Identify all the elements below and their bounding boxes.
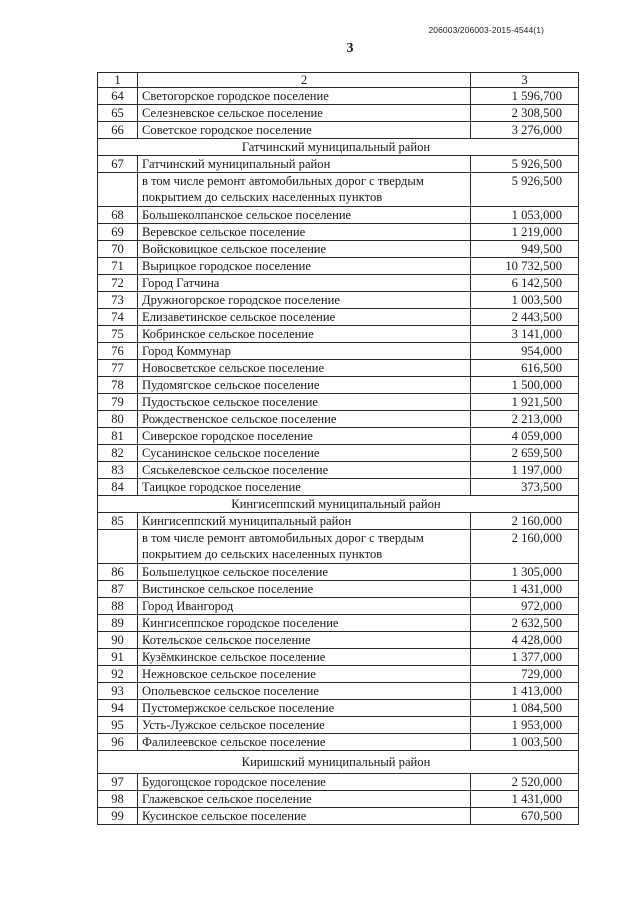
settlement-name: Вистинское сельское поселение bbox=[138, 581, 471, 598]
amount-value: 670,500 bbox=[471, 808, 579, 825]
settlement-name: Опольевское сельское поселение bbox=[138, 683, 471, 700]
district-title: Гатчинский муниципальный район bbox=[98, 139, 579, 156]
table-row bbox=[98, 88, 579, 105]
row-number: 70 bbox=[98, 241, 138, 258]
district-title: Киришский муниципальный район bbox=[98, 751, 579, 774]
row-number: 76 bbox=[98, 343, 138, 360]
row-number: 73 bbox=[98, 292, 138, 309]
row-number: 93 bbox=[98, 683, 138, 700]
document-id: 206003/206003-2015-4544(1) bbox=[428, 25, 544, 35]
table-row bbox=[98, 649, 579, 666]
amount-value: 3 141,000 bbox=[471, 326, 579, 343]
table-header-row bbox=[98, 73, 579, 88]
amount-value: 1 953,000 bbox=[471, 717, 579, 734]
amount-value: 2 308,500 bbox=[471, 105, 579, 122]
amount-value: 3 276,000 bbox=[471, 122, 579, 139]
table-row bbox=[98, 207, 579, 224]
row-number: 74 bbox=[98, 309, 138, 326]
column-header: 1 bbox=[98, 73, 138, 88]
amount-value: 616,500 bbox=[471, 360, 579, 377]
amount-value: 954,000 bbox=[471, 343, 579, 360]
table-row bbox=[98, 598, 579, 615]
table-row bbox=[98, 700, 579, 717]
table-row bbox=[98, 428, 579, 445]
subtotal-row bbox=[98, 173, 579, 207]
amount-value: 1 084,500 bbox=[471, 700, 579, 717]
amount-value: 1 003,500 bbox=[471, 292, 579, 309]
table-row bbox=[98, 632, 579, 649]
row-number: 67 bbox=[98, 156, 138, 173]
row-number: 72 bbox=[98, 275, 138, 292]
row-number: 91 bbox=[98, 649, 138, 666]
row-number: 92 bbox=[98, 666, 138, 683]
settlement-name: в том числе ремонт автомобильных дорог с твердым покрытием до сельских населенных пунктов bbox=[138, 173, 471, 207]
table-row bbox=[98, 258, 579, 275]
table-row bbox=[98, 717, 579, 734]
amount-value: 4 428,000 bbox=[471, 632, 579, 649]
settlement-name: Светогорское городское поселение bbox=[138, 88, 471, 105]
settlement-name: Кобринское сельское поселение bbox=[138, 326, 471, 343]
settlement-name: Фалилеевское сельское поселение bbox=[138, 734, 471, 751]
amount-value: 2 520,000 bbox=[471, 774, 579, 791]
column-header: 2 bbox=[138, 73, 471, 88]
row-number: 95 bbox=[98, 717, 138, 734]
table-row bbox=[98, 275, 579, 292]
settlement-name: Веревское сельское поселение bbox=[138, 224, 471, 241]
row-number: 80 bbox=[98, 411, 138, 428]
settlement-name: Сяськелевское сельское поселение bbox=[138, 462, 471, 479]
settlement-name: Усть-Лужское сельское поселение bbox=[138, 717, 471, 734]
row-number: 87 bbox=[98, 581, 138, 598]
settlement-name: Пустомержское сельское поселение bbox=[138, 700, 471, 717]
table-row bbox=[98, 479, 579, 496]
amount-value: 10 732,500 bbox=[471, 258, 579, 275]
row-number: 82 bbox=[98, 445, 138, 462]
amount-value: 2 632,500 bbox=[471, 615, 579, 632]
district-section-row bbox=[98, 751, 579, 774]
settlement-name: Советское городское поселение bbox=[138, 122, 471, 139]
settlement-name: Город Гатчина bbox=[138, 275, 471, 292]
amount-value: 1 377,000 bbox=[471, 649, 579, 666]
table-row bbox=[98, 326, 579, 343]
table-row bbox=[98, 309, 579, 326]
column-header: 3 bbox=[471, 73, 579, 88]
settlement-name: Большелуцкое сельское поселение bbox=[138, 564, 471, 581]
settlement-name: в том числе ремонт автомобильных дорог с твердым покрытием до сельских населенных пунктов bbox=[138, 530, 471, 564]
settlement-name: Сиверское городское поселение bbox=[138, 428, 471, 445]
table-row bbox=[98, 360, 579, 377]
settlement-name: Вырицкое городское поселение bbox=[138, 258, 471, 275]
settlement-name: Пудостьское сельское поселение bbox=[138, 394, 471, 411]
row-number: 77 bbox=[98, 360, 138, 377]
table-row bbox=[98, 394, 579, 411]
settlement-name: Войсковицкое сельское поселение bbox=[138, 241, 471, 258]
amount-value: 1 500,000 bbox=[471, 377, 579, 394]
settlement-name: Будогощское городское поселение bbox=[138, 774, 471, 791]
row-number: 71 bbox=[98, 258, 138, 275]
table-row bbox=[98, 683, 579, 700]
table-row bbox=[98, 774, 579, 791]
amount-value: 2 213,000 bbox=[471, 411, 579, 428]
amount-value: 2 443,500 bbox=[471, 309, 579, 326]
row-number: 94 bbox=[98, 700, 138, 717]
table-row bbox=[98, 122, 579, 139]
table-row bbox=[98, 462, 579, 479]
amount-value: 1 003,500 bbox=[471, 734, 579, 751]
district-title: Кингисеппский муниципальный район bbox=[98, 496, 579, 513]
amount-value: 1 413,000 bbox=[471, 683, 579, 700]
table-row bbox=[98, 105, 579, 122]
settlement-name: Селезневское сельское поселение bbox=[138, 105, 471, 122]
row-number: 98 bbox=[98, 791, 138, 808]
table-row bbox=[98, 445, 579, 462]
table-row bbox=[98, 615, 579, 632]
row-number: 64 bbox=[98, 88, 138, 105]
settlement-name: Пудомягское сельское поселение bbox=[138, 377, 471, 394]
amount-value: 1 219,000 bbox=[471, 224, 579, 241]
settlement-name: Город Ивангород bbox=[138, 598, 471, 615]
settlement-name: Кингисеппское городское поселение bbox=[138, 615, 471, 632]
row-number: 84 bbox=[98, 479, 138, 496]
settlement-name: Кингисеппский муниципальный район bbox=[138, 513, 471, 530]
page-number: 3 bbox=[346, 41, 354, 56]
table-row bbox=[98, 377, 579, 394]
row-number: 96 bbox=[98, 734, 138, 751]
table-row bbox=[98, 808, 579, 825]
row-number: 88 bbox=[98, 598, 138, 615]
row-number: 81 bbox=[98, 428, 138, 445]
amount-value: 2 659,500 bbox=[471, 445, 579, 462]
settlement-name: Котельское сельское поселение bbox=[138, 632, 471, 649]
amount-value: 972,000 bbox=[471, 598, 579, 615]
row-number: 99 bbox=[98, 808, 138, 825]
row-number: 78 bbox=[98, 377, 138, 394]
settlement-name: Новосветское сельское поселение bbox=[138, 360, 471, 377]
table-row bbox=[98, 156, 579, 173]
settlement-name: Нежновское сельское поселение bbox=[138, 666, 471, 683]
row-number bbox=[98, 173, 138, 207]
amount-value: 373,500 bbox=[471, 479, 579, 496]
amount-value: 4 059,000 bbox=[471, 428, 579, 445]
table-row bbox=[98, 564, 579, 581]
amount-value: 2 160,000 bbox=[471, 530, 579, 564]
table-row bbox=[98, 666, 579, 683]
row-number: 75 bbox=[98, 326, 138, 343]
amount-value: 1 305,000 bbox=[471, 564, 579, 581]
amount-value: 1 921,500 bbox=[471, 394, 579, 411]
allocation-table bbox=[97, 72, 579, 825]
table-row bbox=[98, 292, 579, 309]
table-row bbox=[98, 411, 579, 428]
amount-value: 729,000 bbox=[471, 666, 579, 683]
settlement-name: Кусинское сельское поселение bbox=[138, 808, 471, 825]
amount-value: 2 160,000 bbox=[471, 513, 579, 530]
table-row bbox=[98, 734, 579, 751]
amount-value: 1 197,000 bbox=[471, 462, 579, 479]
settlement-name: Таицкое городское поселение bbox=[138, 479, 471, 496]
row-number: 90 bbox=[98, 632, 138, 649]
row-number: 79 bbox=[98, 394, 138, 411]
settlement-name: Гатчинский муниципальный район bbox=[138, 156, 471, 173]
row-number: 65 bbox=[98, 105, 138, 122]
settlement-name: Город Коммунар bbox=[138, 343, 471, 360]
table-row bbox=[98, 791, 579, 808]
table-row bbox=[98, 343, 579, 360]
amount-value: 5 926,500 bbox=[471, 156, 579, 173]
amount-value: 1 431,000 bbox=[471, 791, 579, 808]
table-row bbox=[98, 224, 579, 241]
table-row bbox=[98, 513, 579, 530]
settlement-name: Елизаветинское сельское поселение bbox=[138, 309, 471, 326]
settlement-name: Рождественское сельское поселение bbox=[138, 411, 471, 428]
row-number: 66 bbox=[98, 122, 138, 139]
settlement-name: Большеколпанское сельское поселение bbox=[138, 207, 471, 224]
row-number: 86 bbox=[98, 564, 138, 581]
amount-value: 1 053,000 bbox=[471, 207, 579, 224]
row-number bbox=[98, 530, 138, 564]
row-number: 97 bbox=[98, 774, 138, 791]
amount-value: 6 142,500 bbox=[471, 275, 579, 292]
amount-value: 1 596,700 bbox=[471, 88, 579, 105]
district-section-row bbox=[98, 496, 579, 513]
row-number: 85 bbox=[98, 513, 138, 530]
row-number: 83 bbox=[98, 462, 138, 479]
row-number: 69 bbox=[98, 224, 138, 241]
amount-value: 949,500 bbox=[471, 241, 579, 258]
subtotal-row bbox=[98, 530, 579, 564]
settlement-name: Дружногорское городское поселение bbox=[138, 292, 471, 309]
settlement-name: Глажевское сельское поселение bbox=[138, 791, 471, 808]
table-row bbox=[98, 241, 579, 258]
district-section-row bbox=[98, 139, 579, 156]
row-number: 68 bbox=[98, 207, 138, 224]
settlement-name: Сусанинское сельское поселение bbox=[138, 445, 471, 462]
settlement-name: Кузёмкинское сельское поселение bbox=[138, 649, 471, 666]
row-number: 89 bbox=[98, 615, 138, 632]
table-row bbox=[98, 581, 579, 598]
amount-value: 5 926,500 bbox=[471, 173, 579, 207]
amount-value: 1 431,000 bbox=[471, 581, 579, 598]
